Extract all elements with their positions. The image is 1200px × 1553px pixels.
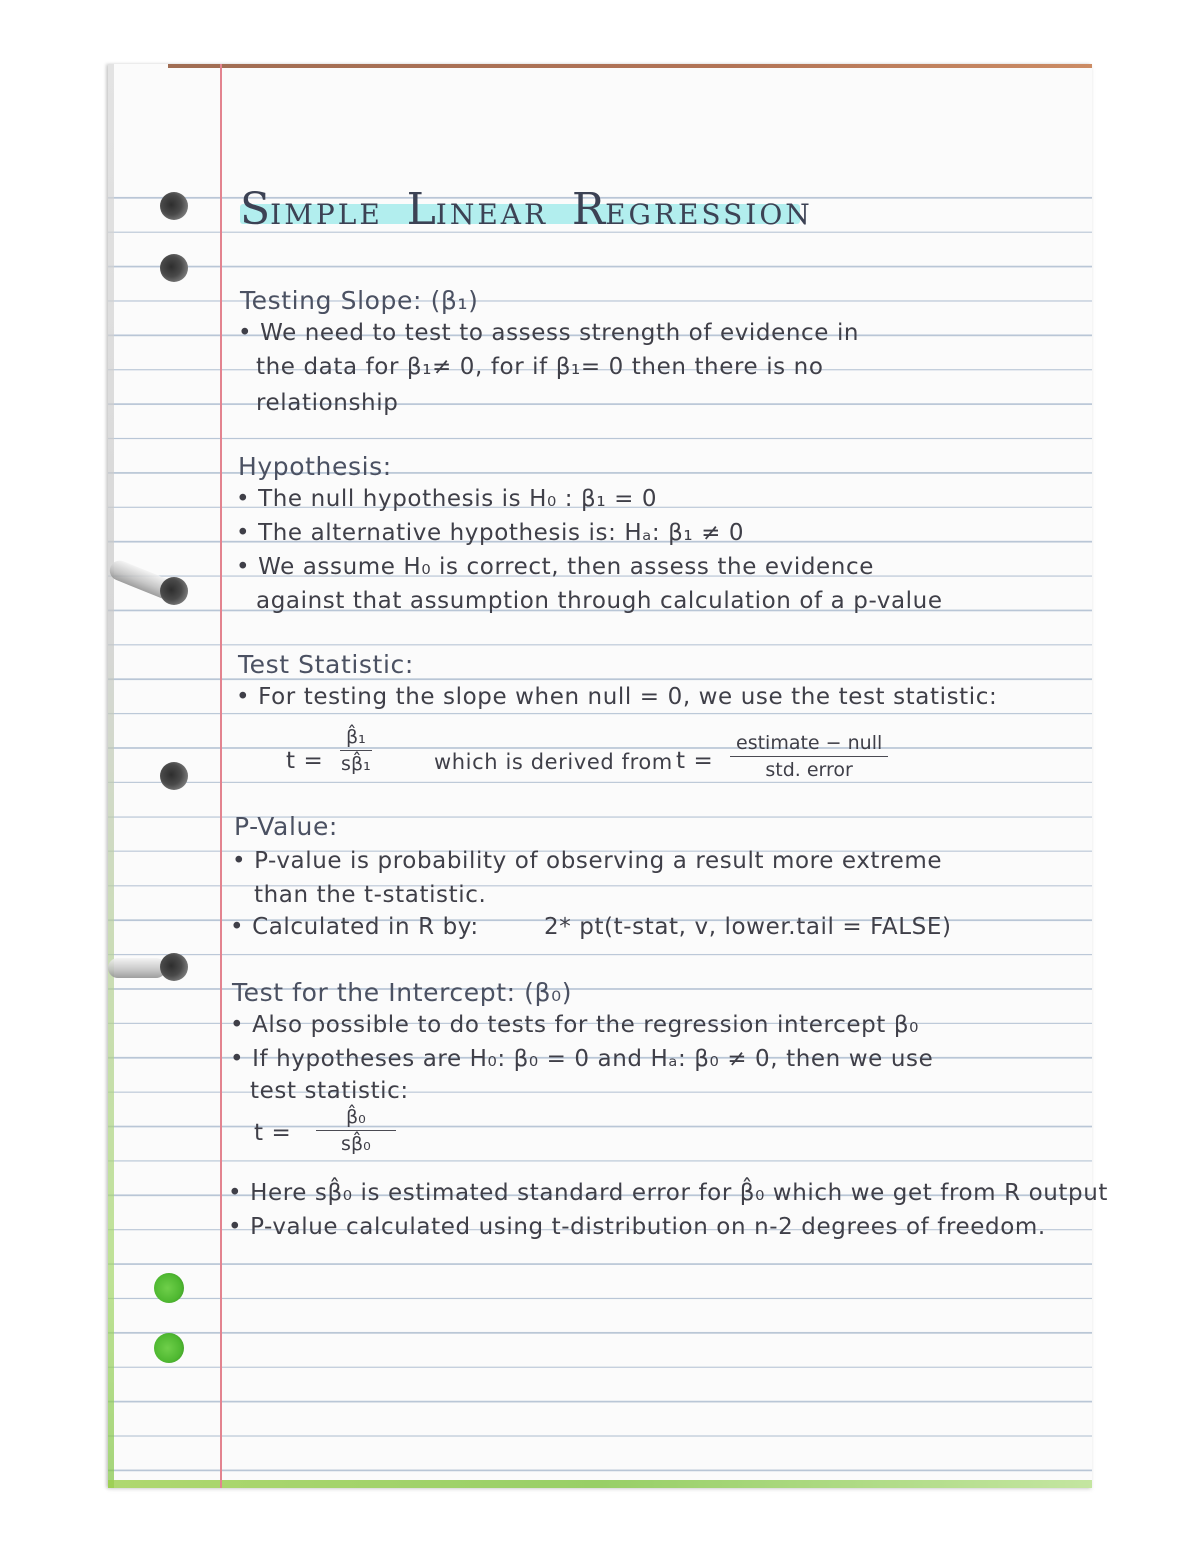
fraction-denominator: sβ̂₀ xyxy=(341,1133,371,1155)
test-statistic-line-1: • For testing the slope when null = 0, we use the test statistic: xyxy=(236,684,998,710)
intercept-t-fraction xyxy=(316,1106,396,1155)
punch-hole-icon xyxy=(160,192,188,220)
hypothesis-line-3: • We assume H₀ is correct, then assess the evidence xyxy=(236,554,874,580)
binder-ring-icon xyxy=(108,958,166,978)
fraction-numerator: β̂₀ xyxy=(316,1106,396,1131)
intercept-line-4: • Here sβ̂₀ is estimated standard error for β̂₀ which we get from R output xyxy=(228,1180,1109,1206)
pvalue-r-code: 2* pt(t-stat, v, lower.tail = FALSE) xyxy=(544,914,952,940)
hypothesis-heading: Hypothesis: xyxy=(238,452,392,481)
fraction-numerator: β̂₁ xyxy=(340,726,372,751)
fraction-numerator: estimate − null xyxy=(730,732,888,757)
hypothesis-line-4: against that assumption through calculation of a p-value xyxy=(256,588,943,614)
intercept-line-1: • Also possible to do tests for the regression intercept β₀ xyxy=(230,1012,919,1038)
test-statistic-heading: Test Statistic: xyxy=(238,650,414,679)
fraction-denominator: sβ̂₁ xyxy=(341,753,371,775)
slope-line-2: the data for β₁≠ 0, for if β₁= 0 then there is no xyxy=(256,354,824,380)
intercept-heading: Test for the Intercept: (β₀) xyxy=(232,978,573,1007)
punch-hole-icon xyxy=(154,1273,184,1303)
punch-hole-icon xyxy=(160,254,188,282)
page-left-edge xyxy=(108,64,114,1488)
pvalue-line-3-label: • Calculated in R by: xyxy=(230,914,479,940)
title-word-simple: IMPLE xyxy=(270,198,383,231)
page-title xyxy=(240,184,813,235)
page-top-edge xyxy=(168,64,1092,68)
punch-hole-icon xyxy=(160,762,188,790)
punch-hole-icon xyxy=(154,1333,184,1363)
t-equals-label-3: t = xyxy=(254,1120,292,1146)
slope-line-3: relationship xyxy=(256,390,399,416)
intercept-line-3: test statistic: xyxy=(250,1078,409,1104)
title-initial-r: R xyxy=(571,184,606,235)
fraction-denominator: std. error xyxy=(765,759,853,781)
t-equals-label: t = xyxy=(286,748,324,774)
page-bottom-edge xyxy=(108,1480,1092,1488)
intercept-line-5: • P-value calculated using t-distribution on n-2 degrees of freedom. xyxy=(228,1214,1046,1240)
title-word-regression: EGRESSION xyxy=(605,198,813,231)
notebook-page xyxy=(108,64,1092,1488)
pvalue-heading: P-Value: xyxy=(234,812,338,841)
slope-line-1: • We need to test to assess strength of evidence in xyxy=(238,320,860,346)
hypothesis-line-1: • The null hypothesis is H₀ : β₁ = 0 xyxy=(236,486,658,512)
pvalue-line-2: than the t-statistic. xyxy=(254,882,487,908)
intercept-line-2: • If hypotheses are H₀: β₀ = 0 and Hₐ: β₀ ≠ 0, then we use xyxy=(230,1046,934,1072)
punch-hole-icon xyxy=(160,577,188,605)
slope-heading: Testing Slope: (β₁) xyxy=(240,286,479,315)
red-margin-line xyxy=(220,64,222,1488)
title-initial-s: S xyxy=(240,184,271,235)
title-word-linear: INEAR xyxy=(435,198,549,231)
punch-hole-icon xyxy=(160,953,188,981)
t-equals-label-2: t = xyxy=(676,748,714,774)
title-initial-l: L xyxy=(406,184,436,235)
pvalue-line-1: • P-value is probability of observing a result more extreme xyxy=(232,848,943,874)
hypothesis-line-2: • The alternative hypothesis is: Hₐ: β₁ ≠ 0 xyxy=(236,520,745,546)
derived-from-text: which is derived from xyxy=(434,750,673,774)
general-t-fraction xyxy=(730,732,888,781)
slope-t-fraction xyxy=(340,726,372,775)
